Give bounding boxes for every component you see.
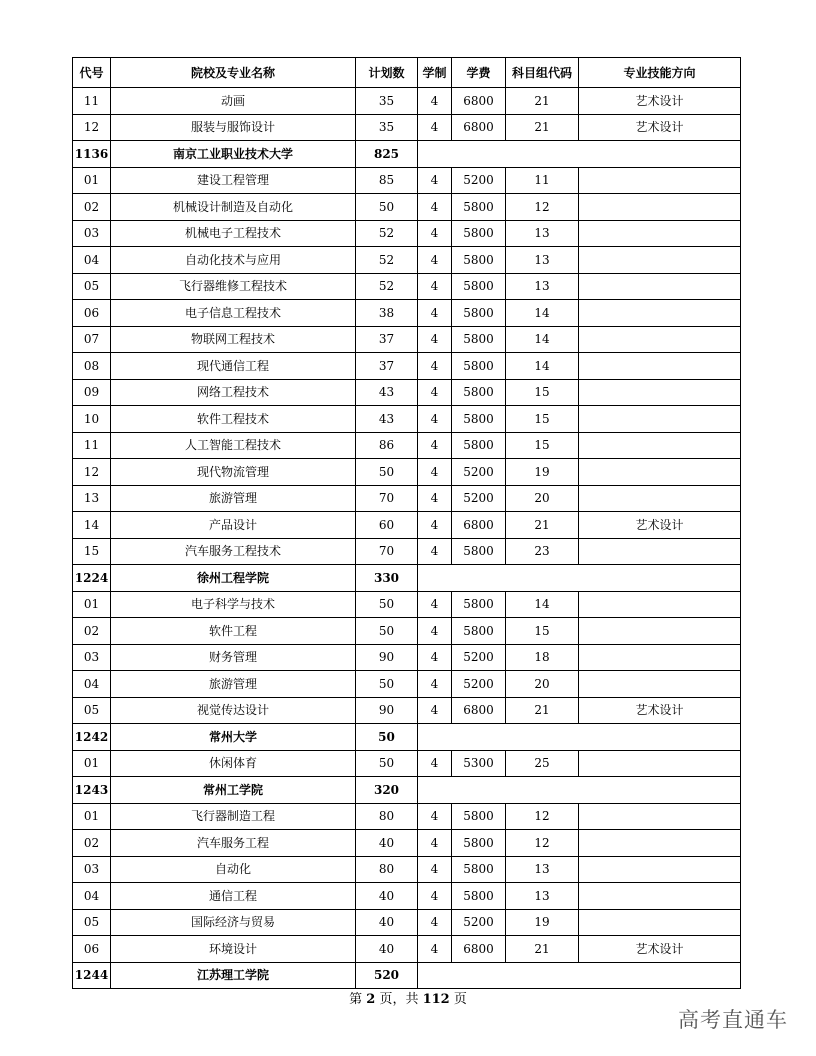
major-fee: 6800 bbox=[452, 512, 506, 539]
major-name: 旅游管理 bbox=[111, 485, 356, 512]
table-row bbox=[73, 194, 741, 221]
major-code: 14 bbox=[73, 512, 111, 539]
major-direction bbox=[579, 750, 741, 777]
major-fee: 5800 bbox=[452, 353, 506, 380]
major-direction: 艺术设计 bbox=[579, 697, 741, 724]
table-row bbox=[73, 459, 741, 486]
major-code: 12 bbox=[73, 114, 111, 141]
school-blank bbox=[418, 724, 741, 751]
major-code: 06 bbox=[73, 300, 111, 327]
major-name: 物联网工程技术 bbox=[111, 326, 356, 353]
major-subject-code: 15 bbox=[506, 432, 579, 459]
major-years: 4 bbox=[418, 247, 452, 274]
school-name: 江苏理工学院 bbox=[111, 962, 356, 989]
school-code: 1244 bbox=[73, 962, 111, 989]
major-direction bbox=[579, 326, 741, 353]
major-direction bbox=[579, 406, 741, 433]
major-subject-code: 23 bbox=[506, 538, 579, 565]
major-years: 4 bbox=[418, 88, 452, 115]
major-years: 4 bbox=[418, 326, 452, 353]
header-fee: 学费 bbox=[452, 58, 506, 88]
major-code: 11 bbox=[73, 88, 111, 115]
major-name: 自动化技术与应用 bbox=[111, 247, 356, 274]
major-direction bbox=[579, 379, 741, 406]
major-years: 4 bbox=[418, 273, 452, 300]
school-row bbox=[73, 565, 741, 592]
major-direction bbox=[579, 830, 741, 857]
major-direction: 艺术设计 bbox=[579, 114, 741, 141]
major-direction bbox=[579, 671, 741, 698]
table-header-row bbox=[73, 58, 741, 88]
table-row bbox=[73, 697, 741, 724]
major-subject-code: 13 bbox=[506, 220, 579, 247]
major-plan: 35 bbox=[356, 88, 418, 115]
major-name: 自动化 bbox=[111, 856, 356, 883]
school-code: 1243 bbox=[73, 777, 111, 804]
major-years: 4 bbox=[418, 644, 452, 671]
table-row bbox=[73, 883, 741, 910]
major-subject-code: 15 bbox=[506, 379, 579, 406]
major-years: 4 bbox=[418, 114, 452, 141]
major-plan: 52 bbox=[356, 247, 418, 274]
major-fee: 6800 bbox=[452, 114, 506, 141]
school-plan: 50 bbox=[356, 724, 418, 751]
major-plan: 80 bbox=[356, 856, 418, 883]
major-subject-code: 13 bbox=[506, 273, 579, 300]
major-subject-code: 21 bbox=[506, 697, 579, 724]
table-row bbox=[73, 512, 741, 539]
major-direction bbox=[579, 353, 741, 380]
major-fee: 6800 bbox=[452, 88, 506, 115]
major-fee: 5800 bbox=[452, 247, 506, 274]
major-direction bbox=[579, 538, 741, 565]
major-years: 4 bbox=[418, 406, 452, 433]
major-direction bbox=[579, 194, 741, 221]
major-fee: 5200 bbox=[452, 485, 506, 512]
major-years: 4 bbox=[418, 538, 452, 565]
major-years: 4 bbox=[418, 803, 452, 830]
major-subject-code: 12 bbox=[506, 803, 579, 830]
header-direction: 专业技能方向 bbox=[579, 58, 741, 88]
major-direction bbox=[579, 485, 741, 512]
major-years: 4 bbox=[418, 379, 452, 406]
major-plan: 90 bbox=[356, 697, 418, 724]
major-plan: 50 bbox=[356, 671, 418, 698]
major-direction bbox=[579, 167, 741, 194]
major-years: 4 bbox=[418, 697, 452, 724]
table-row bbox=[73, 909, 741, 936]
major-years: 4 bbox=[418, 512, 452, 539]
enrollment-plan-table bbox=[72, 57, 741, 989]
major-years: 4 bbox=[418, 830, 452, 857]
major-subject-code: 21 bbox=[506, 88, 579, 115]
major-code: 03 bbox=[73, 220, 111, 247]
major-subject-code: 12 bbox=[506, 194, 579, 221]
major-plan: 40 bbox=[356, 883, 418, 910]
major-fee: 5800 bbox=[452, 856, 506, 883]
major-years: 4 bbox=[418, 856, 452, 883]
major-plan: 90 bbox=[356, 644, 418, 671]
major-subject-code: 21 bbox=[506, 512, 579, 539]
major-direction bbox=[579, 220, 741, 247]
major-subject-code: 15 bbox=[506, 406, 579, 433]
major-subject-code: 12 bbox=[506, 830, 579, 857]
major-years: 4 bbox=[418, 936, 452, 963]
school-blank bbox=[418, 962, 741, 989]
major-years: 4 bbox=[418, 459, 452, 486]
school-name: 常州工学院 bbox=[111, 777, 356, 804]
major-plan: 37 bbox=[356, 326, 418, 353]
school-plan: 320 bbox=[356, 777, 418, 804]
major-direction: 艺术设计 bbox=[579, 512, 741, 539]
major-name: 人工智能工程技术 bbox=[111, 432, 356, 459]
major-direction bbox=[579, 883, 741, 910]
school-plan: 825 bbox=[356, 141, 418, 168]
major-fee: 5800 bbox=[452, 591, 506, 618]
table-row bbox=[73, 247, 741, 274]
major-years: 4 bbox=[418, 353, 452, 380]
header-code: 代号 bbox=[73, 58, 111, 88]
major-fee: 5200 bbox=[452, 644, 506, 671]
table-row bbox=[73, 591, 741, 618]
major-plan: 38 bbox=[356, 300, 418, 327]
school-name: 常州大学 bbox=[111, 724, 356, 751]
major-fee: 5800 bbox=[452, 273, 506, 300]
major-name: 现代物流管理 bbox=[111, 459, 356, 486]
major-direction bbox=[579, 591, 741, 618]
major-name: 电子科学与技术 bbox=[111, 591, 356, 618]
major-fee: 5800 bbox=[452, 803, 506, 830]
major-direction bbox=[579, 300, 741, 327]
table-row bbox=[73, 406, 741, 433]
major-plan: 50 bbox=[356, 750, 418, 777]
table-row bbox=[73, 485, 741, 512]
major-name: 环境设计 bbox=[111, 936, 356, 963]
major-fee: 5800 bbox=[452, 300, 506, 327]
table-row bbox=[73, 538, 741, 565]
major-fee: 5800 bbox=[452, 618, 506, 645]
major-subject-code: 21 bbox=[506, 936, 579, 963]
major-subject-code: 13 bbox=[506, 856, 579, 883]
major-fee: 5300 bbox=[452, 750, 506, 777]
table-row bbox=[73, 750, 741, 777]
major-years: 4 bbox=[418, 591, 452, 618]
major-name: 建设工程管理 bbox=[111, 167, 356, 194]
school-blank bbox=[418, 777, 741, 804]
major-plan: 50 bbox=[356, 194, 418, 221]
major-code: 03 bbox=[73, 644, 111, 671]
major-direction: 艺术设计 bbox=[579, 936, 741, 963]
watermark-text: 高考直通车 bbox=[678, 1008, 788, 1032]
major-years: 4 bbox=[418, 909, 452, 936]
major-plan: 40 bbox=[356, 936, 418, 963]
major-subject-code: 20 bbox=[506, 485, 579, 512]
major-subject-code: 20 bbox=[506, 671, 579, 698]
school-name: 徐州工程学院 bbox=[111, 565, 356, 592]
major-fee: 5800 bbox=[452, 538, 506, 565]
major-plan: 52 bbox=[356, 220, 418, 247]
footer-middle: 页，共 bbox=[375, 992, 423, 1007]
major-name: 汽车服务工程技术 bbox=[111, 538, 356, 565]
major-subject-code: 18 bbox=[506, 644, 579, 671]
major-name: 财务管理 bbox=[111, 644, 356, 671]
major-direction bbox=[579, 856, 741, 883]
major-code: 07 bbox=[73, 326, 111, 353]
major-plan: 86 bbox=[356, 432, 418, 459]
major-name: 机械电子工程技术 bbox=[111, 220, 356, 247]
major-plan: 43 bbox=[356, 406, 418, 433]
major-subject-code: 19 bbox=[506, 459, 579, 486]
major-direction bbox=[579, 618, 741, 645]
major-direction bbox=[579, 247, 741, 274]
school-row bbox=[73, 724, 741, 751]
school-row bbox=[73, 962, 741, 989]
major-fee: 5200 bbox=[452, 671, 506, 698]
major-name: 汽车服务工程 bbox=[111, 830, 356, 857]
major-subject-code: 14 bbox=[506, 300, 579, 327]
major-code: 06 bbox=[73, 936, 111, 963]
school-code: 1224 bbox=[73, 565, 111, 592]
major-years: 4 bbox=[418, 883, 452, 910]
major-code: 12 bbox=[73, 459, 111, 486]
major-plan: 60 bbox=[356, 512, 418, 539]
major-code: 01 bbox=[73, 167, 111, 194]
major-plan: 50 bbox=[356, 591, 418, 618]
major-name: 飞行器维修工程技术 bbox=[111, 273, 356, 300]
footer-prefix: 第 bbox=[349, 992, 367, 1007]
school-row bbox=[73, 141, 741, 168]
table-row bbox=[73, 167, 741, 194]
major-fee: 6800 bbox=[452, 697, 506, 724]
major-code: 04 bbox=[73, 883, 111, 910]
major-years: 4 bbox=[418, 300, 452, 327]
major-code: 02 bbox=[73, 618, 111, 645]
table-row bbox=[73, 220, 741, 247]
school-row bbox=[73, 777, 741, 804]
major-fee: 5200 bbox=[452, 909, 506, 936]
major-code: 01 bbox=[73, 750, 111, 777]
major-years: 4 bbox=[418, 220, 452, 247]
major-fee: 5200 bbox=[452, 167, 506, 194]
major-name: 网络工程技术 bbox=[111, 379, 356, 406]
major-code: 08 bbox=[73, 353, 111, 380]
major-plan: 40 bbox=[356, 909, 418, 936]
table-row bbox=[73, 803, 741, 830]
major-code: 02 bbox=[73, 830, 111, 857]
table-row bbox=[73, 936, 741, 963]
table-row bbox=[73, 671, 741, 698]
major-fee: 5800 bbox=[452, 406, 506, 433]
major-plan: 52 bbox=[356, 273, 418, 300]
major-fee: 5800 bbox=[452, 326, 506, 353]
major-fee: 5800 bbox=[452, 883, 506, 910]
major-name: 服装与服饰设计 bbox=[111, 114, 356, 141]
major-direction bbox=[579, 459, 741, 486]
major-subject-code: 13 bbox=[506, 883, 579, 910]
major-code: 03 bbox=[73, 856, 111, 883]
table-row bbox=[73, 856, 741, 883]
major-name: 动画 bbox=[111, 88, 356, 115]
major-subject-code: 14 bbox=[506, 353, 579, 380]
major-fee: 5200 bbox=[452, 459, 506, 486]
major-direction: 艺术设计 bbox=[579, 88, 741, 115]
major-plan: 35 bbox=[356, 114, 418, 141]
footer-total-pages: 112 bbox=[422, 992, 450, 1007]
major-years: 4 bbox=[418, 432, 452, 459]
major-fee: 5800 bbox=[452, 194, 506, 221]
major-fee: 5800 bbox=[452, 379, 506, 406]
major-code: 05 bbox=[73, 909, 111, 936]
major-plan: 43 bbox=[356, 379, 418, 406]
major-code: 01 bbox=[73, 803, 111, 830]
header-subject-code: 科目组代码 bbox=[506, 58, 579, 88]
school-plan: 330 bbox=[356, 565, 418, 592]
major-subject-code: 14 bbox=[506, 591, 579, 618]
table-row bbox=[73, 353, 741, 380]
major-years: 4 bbox=[418, 194, 452, 221]
major-fee: 5800 bbox=[452, 830, 506, 857]
major-code: 15 bbox=[73, 538, 111, 565]
major-plan: 40 bbox=[356, 830, 418, 857]
major-code: 04 bbox=[73, 671, 111, 698]
major-plan: 50 bbox=[356, 618, 418, 645]
major-name: 产品设计 bbox=[111, 512, 356, 539]
major-direction bbox=[579, 432, 741, 459]
major-direction bbox=[579, 273, 741, 300]
table-row bbox=[73, 379, 741, 406]
major-subject-code: 14 bbox=[506, 326, 579, 353]
major-code: 02 bbox=[73, 194, 111, 221]
major-name: 国际经济与贸易 bbox=[111, 909, 356, 936]
table-row bbox=[73, 88, 741, 115]
footer-suffix: 页 bbox=[449, 992, 467, 1007]
header-name: 院校及专业名称 bbox=[111, 58, 356, 88]
major-subject-code: 13 bbox=[506, 247, 579, 274]
major-code: 11 bbox=[73, 432, 111, 459]
major-years: 4 bbox=[418, 671, 452, 698]
major-code: 05 bbox=[73, 697, 111, 724]
major-name: 软件工程技术 bbox=[111, 406, 356, 433]
major-fee: 6800 bbox=[452, 936, 506, 963]
major-years: 4 bbox=[418, 485, 452, 512]
major-direction bbox=[579, 909, 741, 936]
table-row bbox=[73, 273, 741, 300]
major-subject-code: 11 bbox=[506, 167, 579, 194]
major-plan: 85 bbox=[356, 167, 418, 194]
table-row bbox=[73, 644, 741, 671]
major-fee: 5800 bbox=[452, 220, 506, 247]
major-direction bbox=[579, 803, 741, 830]
major-code: 01 bbox=[73, 591, 111, 618]
table-body bbox=[73, 88, 741, 989]
major-direction bbox=[579, 644, 741, 671]
major-name: 软件工程 bbox=[111, 618, 356, 645]
major-name: 飞行器制造工程 bbox=[111, 803, 356, 830]
school-blank bbox=[418, 565, 741, 592]
school-plan: 520 bbox=[356, 962, 418, 989]
major-name: 现代通信工程 bbox=[111, 353, 356, 380]
major-years: 4 bbox=[418, 750, 452, 777]
table-row bbox=[73, 114, 741, 141]
major-code: 10 bbox=[73, 406, 111, 433]
major-years: 4 bbox=[418, 167, 452, 194]
major-subject-code: 19 bbox=[506, 909, 579, 936]
table-row bbox=[73, 300, 741, 327]
table-row bbox=[73, 618, 741, 645]
major-name: 通信工程 bbox=[111, 883, 356, 910]
table-row bbox=[73, 830, 741, 857]
major-code: 04 bbox=[73, 247, 111, 274]
major-fee: 5800 bbox=[452, 432, 506, 459]
major-years: 4 bbox=[418, 618, 452, 645]
major-plan: 70 bbox=[356, 485, 418, 512]
major-plan: 70 bbox=[356, 538, 418, 565]
major-name: 电子信息工程技术 bbox=[111, 300, 356, 327]
major-name: 视觉传达设计 bbox=[111, 697, 356, 724]
major-plan: 80 bbox=[356, 803, 418, 830]
table-row bbox=[73, 326, 741, 353]
header-years: 学制 bbox=[418, 58, 452, 88]
major-subject-code: 21 bbox=[506, 114, 579, 141]
footer-page-number: 2 bbox=[366, 992, 376, 1007]
major-plan: 50 bbox=[356, 459, 418, 486]
table-row bbox=[73, 432, 741, 459]
major-name: 机械设计制造及自动化 bbox=[111, 194, 356, 221]
major-name: 旅游管理 bbox=[111, 671, 356, 698]
major-code: 13 bbox=[73, 485, 111, 512]
major-code: 09 bbox=[73, 379, 111, 406]
header-plan: 计划数 bbox=[356, 58, 418, 88]
major-subject-code: 15 bbox=[506, 618, 579, 645]
school-code: 1136 bbox=[73, 141, 111, 168]
major-name: 休闲体育 bbox=[111, 750, 356, 777]
school-code: 1242 bbox=[73, 724, 111, 751]
school-name: 南京工业职业技术大学 bbox=[111, 141, 356, 168]
major-code: 05 bbox=[73, 273, 111, 300]
major-plan: 37 bbox=[356, 353, 418, 380]
school-blank bbox=[418, 141, 741, 168]
major-subject-code: 25 bbox=[506, 750, 579, 777]
